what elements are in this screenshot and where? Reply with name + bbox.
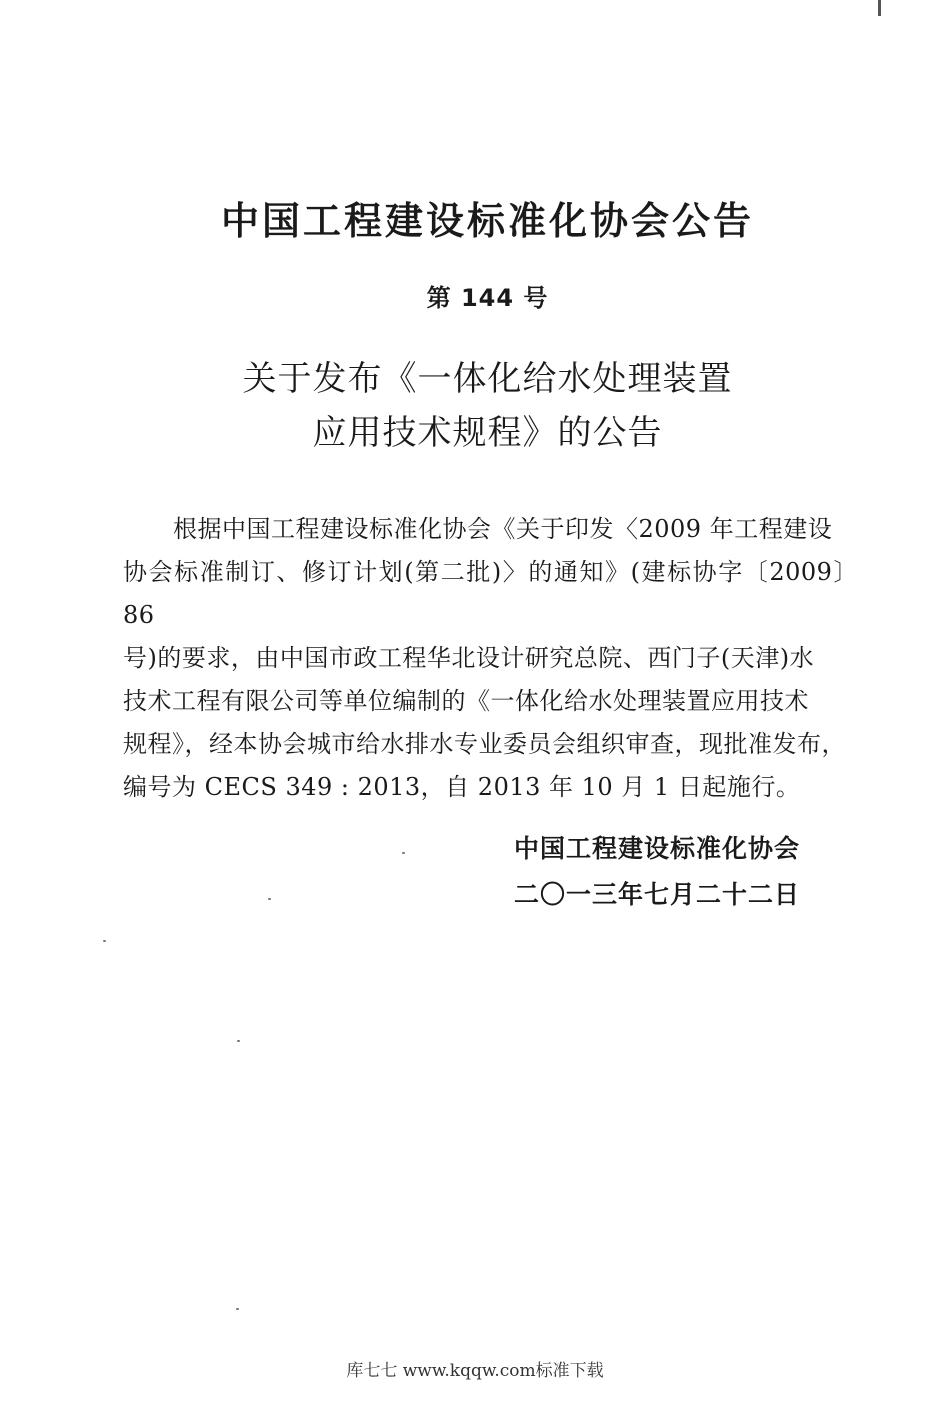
scan-mark	[878, 0, 881, 16]
scan-speck	[103, 940, 106, 942]
announcement-title: 中国工程建设标准化协会公告	[220, 199, 754, 243]
scan-speck	[237, 1040, 240, 1042]
signature-block	[514, 826, 800, 918]
body-line: 根据中国工程建设标准化协会《关于印发〈2009 年工程建设	[173, 515, 833, 543]
footer-watermark: 库七七 www.kqqw.com标准下载	[346, 1361, 604, 1381]
body-line: 技术工程有限公司等单位编制的《一体化给水处理装置应用技术	[123, 687, 809, 715]
announcement-body	[123, 508, 858, 809]
subtitle-line: 应用技术规程》的公告	[312, 413, 663, 453]
scan-speck	[236, 1308, 239, 1310]
signature-date: 二〇一三年七月二十二日	[514, 880, 801, 909]
signature-organization: 中国工程建设标准化协会	[514, 834, 801, 863]
body-line: 规程》，经本协会城市给水排水专业委员会组织审查，现批准发布，	[123, 730, 846, 758]
announcement-number: 第 144 号	[426, 284, 549, 312]
announcement-subtitle	[0, 352, 950, 460]
body-line: 号)的要求，由中国市政工程华北设计研究总院、西门子(天津)水	[123, 644, 815, 672]
body-line: 编号为 CECS 349 : 2013，自 2013 年 10 月 1 日起施行。	[123, 773, 801, 801]
subtitle-line: 关于发布《一体化给水处理装置	[242, 359, 733, 399]
scan-speck	[268, 898, 271, 900]
scan-speck	[402, 852, 405, 854]
body-line: 协会标准制订、修订计划(第二批)〉的通知》(建标协字〔2009〕86	[123, 558, 858, 629]
